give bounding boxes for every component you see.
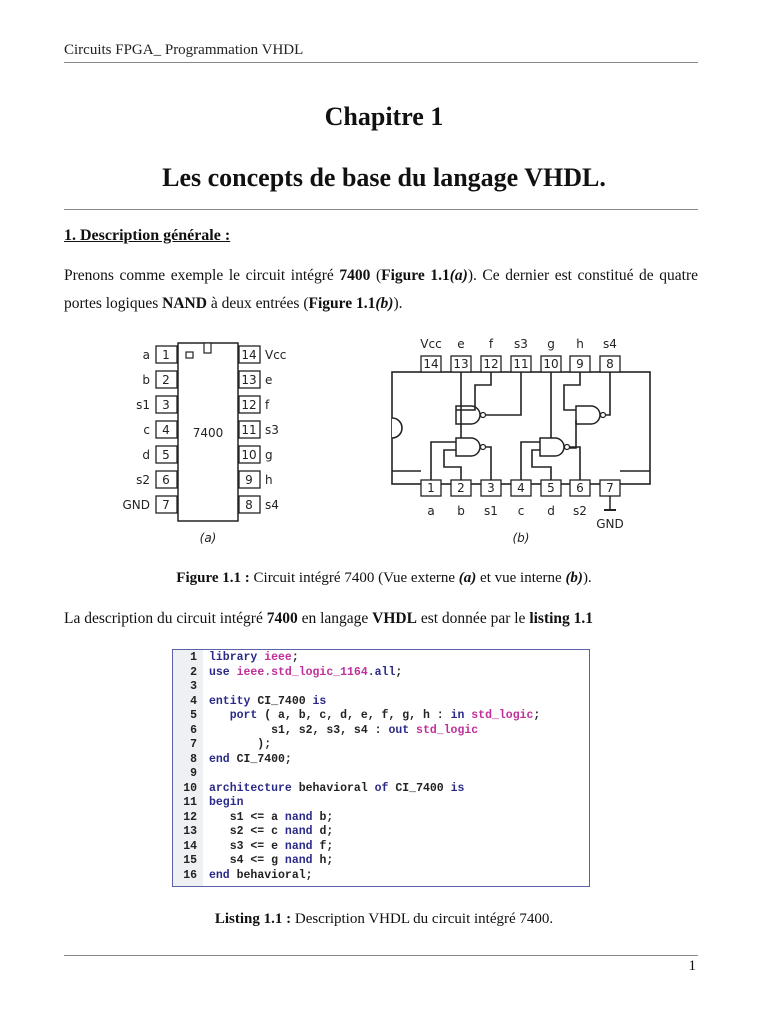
- line-number: 15: [183, 854, 197, 867]
- code-text: ;: [395, 665, 403, 679]
- figure-ref: Figure 1.1: [308, 295, 376, 312]
- header-rule: [64, 62, 698, 63]
- pin-name: s2: [573, 504, 587, 518]
- pin-number: 3: [162, 398, 170, 412]
- pin-name: g: [265, 448, 273, 462]
- pin-name: h: [576, 337, 584, 351]
- code-keyword: use: [209, 665, 237, 679]
- figure-a-caption: (a): [199, 531, 217, 545]
- para-text: est donnée par le: [416, 610, 530, 627]
- line-number: 2: [190, 665, 197, 679]
- line-number: 6: [190, 723, 197, 737]
- chip-label: 7400: [192, 426, 224, 440]
- code-type: std_logic: [471, 709, 534, 722]
- code-listing: [172, 649, 590, 887]
- nand-gate-icon: [456, 406, 480, 424]
- code-text: s1 <= a: [209, 810, 285, 824]
- code-line: [173, 796, 540, 811]
- pin-number: 10: [241, 448, 257, 462]
- code-text: s4 <= g: [209, 854, 285, 867]
- figure-ref-sub: (a): [449, 267, 468, 284]
- code-text: f;: [319, 839, 334, 853]
- code-line: [173, 767, 540, 782]
- pin-number: 1: [162, 348, 170, 362]
- pin-name: Vcc: [265, 348, 287, 362]
- pin-name: a: [142, 348, 150, 362]
- pin-number: 4: [517, 481, 525, 495]
- pin-number: 5: [547, 481, 555, 495]
- line-number: 11: [183, 796, 197, 809]
- pin-number: 11: [241, 423, 257, 437]
- code-text: h;: [319, 854, 334, 867]
- intro-text: Prenons comme exemple le circuit intégré: [64, 267, 340, 284]
- caption-label: Listing 1.1 :: [214, 911, 292, 927]
- code-text: CI_7400: [395, 781, 451, 795]
- caption-text: ).: [582, 570, 592, 586]
- pin-name: s4: [265, 498, 279, 512]
- code-keyword: is: [312, 694, 327, 708]
- pin-number: 11: [513, 357, 529, 371]
- intro-text: ).: [393, 295, 403, 312]
- code-keyword: out: [388, 723, 417, 737]
- para-text: La description du circuit intégré: [64, 610, 267, 627]
- pin-number: 2: [457, 481, 465, 495]
- code-keyword: entity: [209, 694, 258, 708]
- pin-name: d: [142, 448, 150, 462]
- code-text: d;: [319, 825, 334, 838]
- line-number: 8: [190, 752, 197, 766]
- pin-number: 9: [576, 357, 584, 371]
- pin-name: b: [142, 373, 150, 387]
- pin-name: GND: [596, 517, 624, 531]
- pin-number: 5: [162, 448, 170, 462]
- code-line: [173, 709, 540, 724]
- pin-number: 8: [245, 498, 253, 512]
- line-number: 5: [190, 709, 197, 722]
- code-line: [173, 680, 540, 695]
- pin-name: s4: [603, 337, 617, 351]
- line-number: 3: [190, 680, 197, 693]
- running-header: Circuits FPGA_ Programmation VHDL: [64, 42, 304, 58]
- code-text: CI_7400;: [236, 752, 292, 766]
- code-text: CI_7400: [257, 694, 313, 708]
- caption-text: et vue interne: [476, 570, 566, 586]
- figure-b-caption: (b): [512, 531, 530, 545]
- pin-name: c: [517, 504, 525, 518]
- code-keyword: .all: [367, 665, 396, 679]
- code-line: [173, 753, 540, 768]
- line-number: 10: [183, 781, 197, 795]
- code-type: ieee.std_logic_1164: [236, 665, 368, 679]
- code-text: s2 <= c: [209, 825, 285, 838]
- code-line: [173, 825, 540, 840]
- intro-text: ). Ce dernier est constitué de quatre portes logiques: [64, 267, 698, 312]
- caption-ref: (a): [458, 570, 477, 586]
- intro-text: (: [370, 267, 382, 284]
- pin-number: 10: [543, 357, 559, 371]
- code-keyword: end: [209, 868, 237, 882]
- figure-a-external-view: [100, 335, 320, 550]
- pin-number: 8: [606, 357, 614, 371]
- line-number: 12: [183, 810, 197, 824]
- code-keyword: port: [209, 709, 265, 722]
- pin-name: s1: [136, 398, 150, 412]
- code-keyword: of: [374, 781, 396, 795]
- caption-text: Description VHDL du circuit intégré 7400.: [291, 911, 554, 927]
- pin-name: Vcc: [420, 337, 442, 351]
- nand-gate-icon: [576, 406, 600, 424]
- pin-number: 4: [162, 423, 170, 437]
- pin-number: 7: [606, 481, 614, 495]
- code-text: b;: [319, 810, 334, 824]
- line-number: 9: [190, 767, 197, 780]
- para-text: en langage: [297, 610, 373, 627]
- figure-ref-sub: (b): [375, 295, 394, 312]
- intro-paragraph: [64, 262, 698, 318]
- code-line: [173, 782, 540, 797]
- code-line: [173, 811, 540, 826]
- code-keyword: in: [450, 709, 472, 722]
- pin-number: 3: [487, 481, 495, 495]
- pin-number: 12: [483, 357, 499, 371]
- code-keyword: nand: [284, 839, 320, 853]
- line-number: 13: [183, 825, 197, 838]
- pin1-dot-icon: [186, 352, 193, 358]
- chapter-number: Chapitre 1: [324, 102, 444, 131]
- code-keyword: begin: [209, 796, 244, 809]
- intro-bold: NAND: [162, 295, 207, 312]
- pin-name: b: [457, 504, 465, 518]
- pin-name: e: [265, 373, 273, 387]
- pin-name: s3: [265, 423, 279, 437]
- code-text: );: [209, 738, 272, 751]
- pin-name: s2: [136, 473, 150, 487]
- code-line: [173, 854, 540, 869]
- notch-icon: [204, 343, 211, 353]
- code-keyword: library: [209, 651, 265, 664]
- pin-number: 12: [241, 398, 257, 412]
- chapter-rule: [64, 209, 698, 210]
- chapter-title: Les concepts de base du langage VHDL.: [162, 163, 606, 192]
- code-type: ieee: [264, 651, 292, 664]
- listing-caption: [0, 911, 768, 928]
- code-line: [173, 869, 540, 884]
- para-bold: VHDL: [372, 610, 417, 627]
- pin-number: 13: [453, 357, 469, 371]
- code-text: behavioral;: [236, 868, 313, 882]
- pin-name: GND: [122, 498, 150, 512]
- caption-label: Figure 1.1 :: [176, 570, 250, 586]
- pin-name: d: [547, 504, 555, 518]
- pin-number: 7: [162, 498, 170, 512]
- code-line: [173, 695, 540, 710]
- pin-name: s1: [484, 504, 498, 518]
- listing-intro-paragraph: [64, 605, 698, 633]
- code-text: s3 <= e: [209, 839, 285, 853]
- figure-ref: Figure 1.1: [381, 267, 450, 284]
- figure-caption: [0, 570, 768, 587]
- code-keyword: architecture: [209, 781, 299, 795]
- pin-name: f: [488, 337, 494, 351]
- line-number: 4: [190, 694, 197, 708]
- pin-name: h: [265, 473, 273, 487]
- pin-number: 14: [423, 357, 439, 371]
- code-line: [173, 724, 540, 739]
- line-number: 14: [183, 839, 197, 853]
- pin-number: 9: [245, 473, 253, 487]
- pin-name: s3: [514, 337, 528, 351]
- code-body: [173, 651, 540, 883]
- intro-text: à deux entrées (: [206, 295, 309, 312]
- code-keyword: nand: [284, 854, 320, 867]
- line-number: 7: [190, 738, 197, 751]
- code-text: s1, s2, s3, s4 :: [209, 723, 389, 737]
- pin-name: c: [143, 423, 150, 437]
- line-number: 1: [190, 651, 197, 664]
- line-number: 16: [183, 868, 197, 882]
- code-text: ;: [291, 651, 299, 664]
- pin-name: a: [427, 504, 435, 518]
- nand-gate-icon: [540, 438, 564, 456]
- code-text: ( a, b, c, d, e, f, g, h :: [264, 709, 451, 722]
- code-line: [173, 738, 540, 753]
- code-keyword: is: [450, 781, 465, 795]
- pin-number: 2: [162, 373, 170, 387]
- listing-ref: listing 1.1: [529, 610, 594, 627]
- code-text: behavioral: [298, 781, 375, 795]
- code-line: [173, 651, 540, 666]
- nand-gate-icon: [456, 438, 480, 456]
- pin-name: f: [265, 398, 270, 412]
- caption-text: Circuit intégré 7400 (Vue externe: [249, 570, 459, 586]
- code-line: [173, 666, 540, 681]
- para-bold: 7400: [266, 610, 298, 627]
- code-type: std_logic: [416, 723, 479, 737]
- notch-icon: [392, 418, 402, 438]
- pin-name: e: [457, 337, 465, 351]
- pin-number: 13: [241, 373, 257, 387]
- footer-rule: [64, 955, 698, 956]
- section-heading: 1. Description générale :: [64, 227, 231, 244]
- code-keyword: end: [209, 752, 237, 766]
- pin-number: 1: [427, 481, 435, 495]
- code-keyword: nand: [284, 810, 320, 824]
- pin-number: 6: [162, 473, 170, 487]
- code-line: [173, 840, 540, 855]
- caption-ref: (b): [565, 570, 583, 586]
- code-keyword: nand: [284, 825, 320, 838]
- intro-bold: 7400: [339, 267, 371, 284]
- pin-number: 14: [241, 348, 257, 362]
- page-number: 1: [688, 958, 696, 974]
- pin-number: 6: [576, 481, 584, 495]
- figure-b-internal-view: [380, 330, 665, 550]
- pin-name: g: [547, 337, 555, 351]
- code-text: ;: [533, 709, 541, 722]
